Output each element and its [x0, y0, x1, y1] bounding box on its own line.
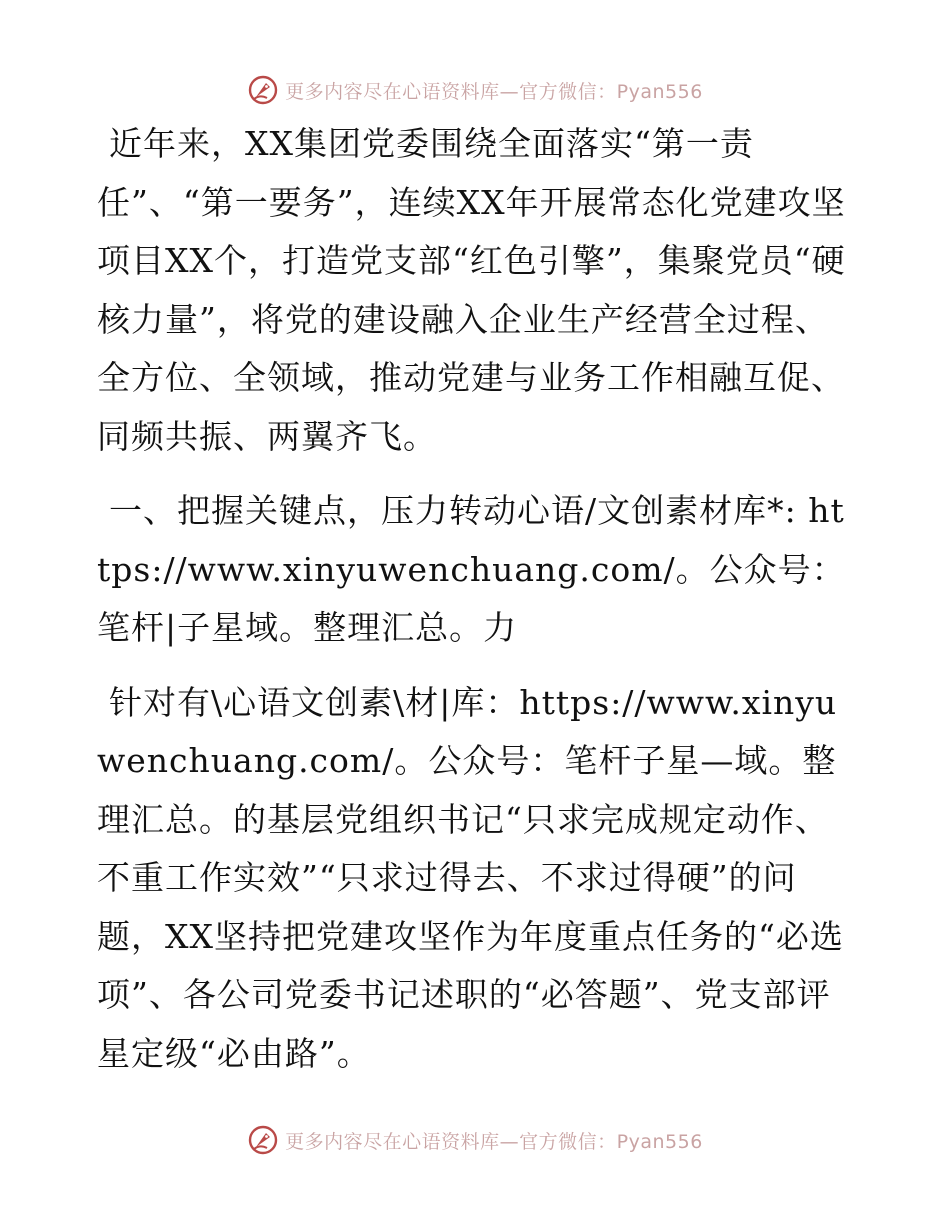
paragraph-detail: 针对有\心语文创素\材|库：https://www.xinyuwenchuang.com/。公众号：笔杆子星—域。整理汇总。的基层党组织书记“只求完成规定动作、不重工作实效”“只求过得去、不求过得硬”的问题，XX坚持把党建攻坚作为年度重点任务的“必选项”、各公司党委书记述职的“必答题”、党支部评星定级“必由路”。 — [97, 682, 844, 1073]
paragraph-intro: 近年来，XX集团党委围绕全面落实“第一责任”、“第一要务”，连续XX年开展常态化党建攻坚项目XX个，打造党支部“红色引擎”，集聚党员“硬核力量”，将党的建设融入企业生产经营全过程、全方位、全领域，推动党建与业务工作相融互促、同频共振、两翼齐飞。 — [97, 124, 846, 456]
pen-nib-circle-icon — [247, 74, 279, 106]
watermark-text: 更多内容尽在心语资料库—官方微信：Pyan556 — [285, 80, 703, 103]
watermark-group — [247, 1124, 703, 1156]
footer-watermark — [0, 1120, 950, 1160]
header-watermark — [0, 70, 950, 110]
document-body — [97, 115, 857, 1083]
paragraph-section-heading: 一、把握关键点，压力转动心语/文创素材库*: https://www.xinyuwenchuang.com/。公众号：笔杆|子星域。整理汇总。力 — [97, 491, 846, 647]
watermark-text: 更多内容尽在心语资料库—官方微信：Pyan556 — [285, 1130, 703, 1153]
watermark-group — [247, 74, 703, 106]
pen-nib-circle-icon — [247, 1124, 279, 1156]
